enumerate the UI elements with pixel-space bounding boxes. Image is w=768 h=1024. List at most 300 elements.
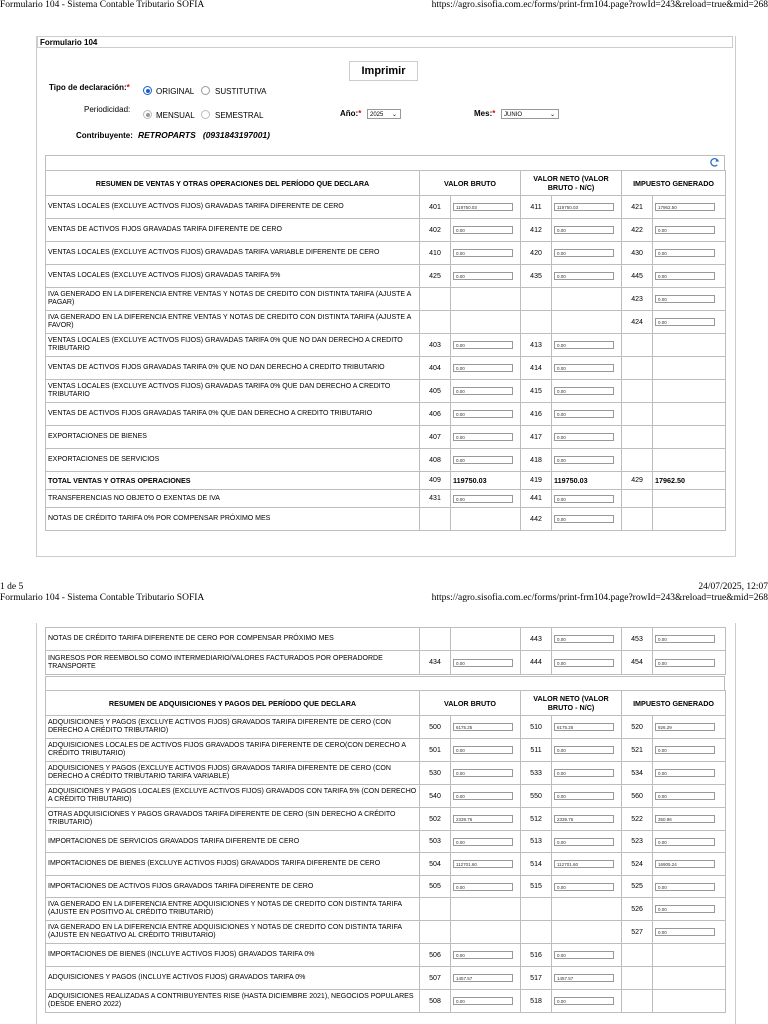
row-code: 453: [622, 628, 653, 651]
row-code: [420, 628, 451, 651]
row-code: 417: [521, 426, 552, 449]
table-row: [46, 990, 726, 1013]
row-value-cell: [552, 242, 622, 265]
value-input[interactable]: 0.00: [554, 769, 614, 777]
row-value-cell: [552, 288, 622, 311]
row-value-cell: [653, 265, 726, 288]
table-row: [46, 242, 726, 265]
row-description: VENTAS LOCALES (EXCLUYE ACTIVOS FIJOS) GRAVADAS TARIFA DIFERENTE DE CERO: [46, 196, 420, 219]
row-value-cell: [653, 490, 726, 508]
row-code: 526: [622, 898, 653, 921]
compras-table: [45, 690, 726, 1013]
ventas-header-bruto: VALOR BRUTO: [420, 171, 521, 196]
table-row: [46, 762, 726, 785]
chevron-down-icon: ⌄: [391, 112, 397, 118]
value-input[interactable]: 0.00: [453, 272, 513, 280]
row-code: 434: [420, 651, 451, 675]
row-description: VENTAS LOCALES (EXCLUYE ACTIVOS FIJOS) GRAVADAS TARIFA 5%: [46, 265, 420, 288]
radio-mensual-label: MENSUAL: [156, 111, 195, 120]
print-header-title: Formulario 104 - Sistema Contable Tributario SOFIA: [0, 593, 205, 603]
row-code: 454: [622, 651, 653, 675]
value-input[interactable]: 0.00: [554, 635, 614, 643]
row-code: 507: [420, 967, 451, 990]
row-code: 415: [521, 380, 552, 403]
value-input[interactable]: 0.00: [655, 635, 715, 643]
row-value-cell: [451, 831, 521, 853]
table-row: [46, 357, 726, 380]
row-value-cell: [653, 219, 726, 242]
row-code: 430: [622, 242, 653, 265]
value-input[interactable]: 0.00: [453, 951, 513, 959]
value-input[interactable]: 0.00: [453, 387, 513, 395]
row-code: 500: [420, 716, 451, 739]
value-input[interactable]: 0.00: [554, 456, 614, 464]
form-page-1: [36, 36, 736, 557]
row-value-cell: [552, 876, 622, 898]
compras-header-impuesto: IMPUESTO GENERADO: [622, 691, 726, 716]
row-value-cell: [653, 334, 726, 357]
value-input[interactable]: 0.00: [453, 249, 513, 257]
row-value-cell: [653, 628, 726, 651]
value-input[interactable]: 0.00: [655, 226, 715, 234]
value-input[interactable]: 0.00: [453, 769, 513, 777]
print-datetime: 24/07/2025, 12:07: [698, 582, 768, 592]
row-value-cell: [653, 403, 726, 426]
radio-original[interactable]: [143, 86, 152, 95]
row-code: 414: [521, 357, 552, 380]
row-code: 524: [622, 853, 653, 876]
row-value-cell: [653, 651, 726, 675]
row-value-cell: [653, 990, 726, 1013]
row-value-cell: [451, 508, 521, 531]
value-input[interactable]: 0.00: [453, 746, 513, 754]
mes-label: Mes:*: [474, 109, 496, 118]
row-value-cell: [653, 967, 726, 990]
value-input[interactable]: 2339.76: [453, 815, 513, 823]
value-input[interactable]: 1457.57: [453, 974, 513, 982]
radio-original-label: ORIGINAL: [156, 87, 195, 96]
row-description: ADQUISICIONES Y PAGOS (EXCLUYE ACTIVOS FIJOS) GRAVADOS TARIFA DIFERENTE DE CERO (CON DERECHO A CRÉDITO TRIBUTARIO TARIFA VARIABLE): [46, 762, 420, 785]
radio-semestral-label: SEMESTRAL: [215, 111, 264, 120]
row-value-cell: [552, 853, 622, 876]
row-value-cell: [653, 739, 726, 762]
row-code: 520: [622, 716, 653, 739]
value-input[interactable]: 0.00: [554, 515, 614, 523]
table-row: [46, 898, 726, 921]
row-code: 405: [420, 380, 451, 403]
row-value-cell: [552, 508, 622, 531]
row-code: 510: [521, 716, 552, 739]
row-description: TRANSFERENCIAS NO OBJETO O EXENTAS DE IVA: [46, 490, 420, 508]
row-value-cell: [451, 990, 521, 1013]
row-code: [622, 426, 653, 449]
row-value-cell: [552, 785, 622, 808]
row-code: 422: [622, 219, 653, 242]
row-value-cell: [552, 219, 622, 242]
row-total-value: 119750.03: [453, 476, 487, 485]
print-header-url: https://agro.sisofia.com.ec/forms/print-frm104.page?rowId=243&reload=true&mid=268: [431, 0, 768, 10]
row-value-cell: [653, 808, 726, 831]
value-input[interactable]: 0.00: [655, 769, 715, 777]
form-page-2: [36, 623, 736, 1024]
row-code: [622, 944, 653, 967]
value-input[interactable]: 0.00: [655, 928, 715, 936]
row-value-cell: [552, 808, 622, 831]
row-value-cell: [552, 311, 622, 334]
row-code: [622, 490, 653, 508]
row-description: IVA GENERADO EN LA DIFERENCIA ENTRE VENTAS Y NOTAS DE CREDITO CON DISTINTA TARIFA (AJUSTE A FAVOR): [46, 311, 420, 334]
row-value-cell: [451, 490, 521, 508]
value-input[interactable]: 0.00: [453, 226, 513, 234]
row-description: ADQUISICIONES LOCALES DE ACTIVOS FIJOS GRAVADOS TARIFA DIFERENTE DE CERO(CON DERECHO A CRÉDITO TRIBUTARIO): [46, 739, 420, 762]
value-input[interactable]: 0.00: [453, 659, 513, 667]
ventas-header-desc: RESUMEN DE VENTAS Y OTRAS OPERACIONES DEL PERÍODO QUE DECLARA: [46, 171, 420, 196]
row-description: ADQUISICIONES REALIZADAS A CONTRIBUYENTES RISE (HASTA DICIEMBRE 2021), NEGOCIOS POPULARES (DESDE ENERO 2022): [46, 990, 420, 1013]
mes-select[interactable]: JUNIO ⌄: [501, 109, 559, 119]
row-value-cell: [451, 628, 521, 651]
value-input[interactable]: 0.00: [554, 883, 614, 891]
value-input[interactable]: 0.00: [655, 838, 715, 846]
row-code: [622, 508, 653, 531]
table-row: [46, 739, 726, 762]
radio-sustitutiva-label: SUSTITUTIVA: [215, 87, 267, 96]
row-description: IVA GENERADO EN LA DIFERENCIA ENTRE ADQUISICIONES Y NOTAS DE CREDITO CON DISTINTA TARIFA (AJUSTE EN POSITIVO AL CRÉDITO TRIBUTARIO): [46, 898, 420, 921]
row-total-value: 17962.50: [655, 476, 686, 485]
row-value-cell: [552, 403, 622, 426]
value-input[interactable]: 926.29: [655, 723, 715, 731]
row-value-cell: [451, 449, 521, 472]
ventas-section: [45, 155, 725, 531]
row-value-cell: [653, 380, 726, 403]
value-input[interactable]: 0.00: [554, 387, 614, 395]
chevron-down-icon: ⌄: [549, 112, 555, 118]
row-value-cell: [552, 334, 622, 357]
row-value-cell: [451, 651, 521, 675]
row-code: 435: [521, 265, 552, 288]
row-code: 402: [420, 219, 451, 242]
print-header-title: Formulario 104 - Sistema Contable Tributario SOFIA: [0, 0, 205, 10]
value-input[interactable]: 6175.25: [554, 723, 614, 731]
value-input[interactable]: 0.00: [453, 883, 513, 891]
row-value-cell: [653, 426, 726, 449]
value-input[interactable]: 0.00: [554, 659, 614, 667]
row-value-cell: [653, 472, 726, 490]
row-value-cell: [552, 651, 622, 675]
ventas-header-impuesto: IMPUESTO GENERADO: [622, 171, 726, 196]
row-code: 441: [521, 490, 552, 508]
row-value-cell: [552, 380, 622, 403]
table-row: [46, 426, 726, 449]
value-input[interactable]: 0.00: [655, 905, 715, 913]
row-code: [622, 967, 653, 990]
value-input[interactable]: 0.00: [453, 838, 513, 846]
row-value-cell: [451, 426, 521, 449]
row-code: 540: [420, 785, 451, 808]
value-input[interactable]: 0.00: [655, 746, 715, 754]
row-description: IMPORTACIONES DE SERVICIOS GRAVADOS TARIFA DIFERENTE DE CERO: [46, 831, 420, 853]
row-value-cell: [451, 944, 521, 967]
row-code: 534: [622, 762, 653, 785]
value-input[interactable]: 0.00: [554, 792, 614, 800]
print-button[interactable]: Imprimir: [349, 61, 418, 81]
value-input[interactable]: 0.00: [655, 792, 715, 800]
row-description: IVA GENERADO EN LA DIFERENCIA ENTRE ADQUISICIONES Y NOTAS DE CREDITO CON DISTINTA TARIFA (AJUSTE EN NEGATIVO AL CRÉDITO TRIBUTARIO): [46, 921, 420, 944]
table-row: [46, 876, 726, 898]
row-code: 412: [521, 219, 552, 242]
value-input[interactable]: 0.00: [655, 883, 715, 891]
row-code: [622, 357, 653, 380]
row-value-cell: [653, 831, 726, 853]
row-code: [521, 898, 552, 921]
row-value-cell: [451, 196, 521, 219]
row-code: 514: [521, 853, 552, 876]
value-input[interactable]: 0.00: [554, 341, 614, 349]
table-row: [46, 219, 726, 242]
value-input[interactable]: 0.00: [655, 659, 715, 667]
table-row: [46, 944, 726, 967]
value-input[interactable]: 16905.24: [655, 860, 715, 868]
table-row: [46, 490, 726, 508]
value-input[interactable]: 2339.76: [554, 815, 614, 823]
row-value-cell: [552, 739, 622, 762]
row-code: 424: [622, 311, 653, 334]
row-code: [420, 288, 451, 311]
value-input[interactable]: 112701.60: [453, 860, 513, 868]
page-number: 1 de 5: [0, 582, 24, 592]
row-value-cell: [552, 762, 622, 785]
row-value-cell: [653, 898, 726, 921]
print-header: [0, 0, 768, 12]
row-code: 513: [521, 831, 552, 853]
row-description: VENTAS LOCALES (EXCLUYE ACTIVOS FIJOS) GRAVADAS TARIFA 0% QUE DAN DERECHO A CREDITO TRIBUTARIO: [46, 380, 420, 403]
row-value-cell: [451, 357, 521, 380]
ventas-table: [45, 170, 726, 531]
row-value-cell: [653, 288, 726, 311]
table-row: [46, 311, 726, 334]
contribuyente-value: RETROPARTS (0931843197001): [138, 130, 270, 140]
row-code: 523: [622, 831, 653, 853]
row-value-cell: [653, 196, 726, 219]
value-input[interactable]: 0.00: [453, 997, 513, 1005]
row-code: 416: [521, 403, 552, 426]
row-value-cell: [451, 380, 521, 403]
row-description: VENTAS LOCALES (EXCLUYE ACTIVOS FIJOS) GRAVADAS TARIFA VARIABLE DIFERENTE DE CERO: [46, 242, 420, 265]
row-description: EXPORTACIONES DE SERVICIOS: [46, 449, 420, 472]
row-description: ADQUISICIONES Y PAGOS (EXCLUYE ACTIVOS FIJOS) GRAVADOS TARIFA DIFERENTE DE CERO (CON DERECHO A CRÉDITO TRIBUTARIO): [46, 716, 420, 739]
row-description: IMPORTACIONES DE ACTIVOS FIJOS GRAVADOS TARIFA DIFERENTE DE CERO: [46, 876, 420, 898]
row-code: 442: [521, 508, 552, 531]
row-description: ADQUISICIONES Y PAGOS LOCALES (EXCLUYE ACTIVOS FIJOS) GRAVADOS CON TARIFA 5% (CON DERECHO A CRÉDITO TRIBUTARIO): [46, 785, 420, 808]
row-code: 418: [521, 449, 552, 472]
row-code: [420, 921, 451, 944]
value-input[interactable]: 0.00: [453, 495, 513, 503]
value-input[interactable]: 0.00: [554, 364, 614, 372]
row-value-cell: [451, 242, 521, 265]
table-row: [46, 380, 726, 403]
row-value-cell: [451, 403, 521, 426]
row-code: [521, 921, 552, 944]
row-code: 413: [521, 334, 552, 357]
value-input[interactable]: 0.00: [453, 341, 513, 349]
table-row: [46, 196, 726, 219]
row-value-cell: [451, 921, 521, 944]
value-input[interactable]: 0.00: [554, 249, 614, 257]
row-value-cell: [451, 853, 521, 876]
row-value-cell: [451, 334, 521, 357]
row-code: 411: [521, 196, 552, 219]
compras-header-bruto: VALOR BRUTO: [420, 691, 521, 716]
row-description: VENTAS DE ACTIVOS FIJOS GRAVADAS TARIFA 0% QUE DAN DERECHO A CREDITO TRIBUTARIO: [46, 403, 420, 426]
value-input[interactable]: 6175.25: [453, 723, 513, 731]
row-value-cell: [451, 876, 521, 898]
value-input[interactable]: 0.00: [655, 295, 715, 303]
value-input[interactable]: 0.00: [554, 951, 614, 959]
contribuyente-label: Contribuyente:: [76, 131, 133, 140]
row-code: [622, 334, 653, 357]
row-code: 518: [521, 990, 552, 1013]
row-code: 445: [622, 265, 653, 288]
row-code: 404: [420, 357, 451, 380]
refresh-icon[interactable]: [709, 157, 720, 168]
value-input[interactable]: 119750.03: [453, 203, 513, 211]
row-code: 419: [521, 472, 552, 490]
row-value-cell: [653, 944, 726, 967]
row-value-cell: [451, 472, 521, 490]
table-row: [46, 967, 726, 990]
row-code: 406: [420, 403, 451, 426]
row-description: OTRAS ADQUISICIONES Y PAGOS GRAVADOS TARIFA DIFERENTE DE CERO (SIN DERECHO A CRÉDITO TRIBUTARIO): [46, 808, 420, 831]
row-code: 409: [420, 472, 451, 490]
row-description: NOTAS DE CRÉDITO TARIFA 0% POR COMPENSAR PRÓXIMO MES: [46, 508, 420, 531]
row-value-cell: [653, 921, 726, 944]
row-code: [622, 403, 653, 426]
row-value-cell: [451, 716, 521, 739]
row-value-cell: [653, 785, 726, 808]
table-row: [46, 785, 726, 808]
row-code: 516: [521, 944, 552, 967]
value-input[interactable]: 0.00: [554, 746, 614, 754]
table-row: [46, 853, 726, 876]
value-input[interactable]: 0.00: [554, 997, 614, 1005]
row-description: TOTAL VENTAS Y OTRAS OPERACIONES: [46, 472, 420, 490]
table-row: [46, 334, 726, 357]
table-toolbar: [45, 155, 725, 170]
value-input[interactable]: 119750.03: [554, 203, 614, 211]
value-input[interactable]: 0.00: [453, 792, 513, 800]
table-row: [46, 403, 726, 426]
row-value-cell: [653, 449, 726, 472]
row-description: INGRESOS POR REEMBOLSO COMO INTERMEDIARIO/VALORES FACTURADOS POR OPERADORDE TRANSPORTE: [46, 651, 420, 675]
row-code: 521: [622, 739, 653, 762]
row-value-cell: [653, 357, 726, 380]
row-value-cell: [653, 242, 726, 265]
value-input[interactable]: 0.00: [554, 226, 614, 234]
row-code: [420, 898, 451, 921]
value-input[interactable]: 0.00: [453, 410, 513, 418]
table-row: [46, 628, 726, 651]
row-total-value: 119750.03: [554, 476, 588, 485]
row-code: [521, 288, 552, 311]
anio-select[interactable]: 2025 ⌄: [367, 109, 401, 119]
value-input[interactable]: 0.00: [655, 272, 715, 280]
row-code: [622, 380, 653, 403]
row-value-cell: [552, 449, 622, 472]
row-code: 410: [420, 242, 451, 265]
row-code: 444: [521, 651, 552, 675]
row-code: 420: [521, 242, 552, 265]
value-input[interactable]: 0.00: [453, 364, 513, 372]
value-input[interactable]: 112701.60: [554, 860, 614, 868]
value-input[interactable]: 0.00: [453, 433, 513, 441]
row-description: IMPORTACIONES DE BIENES (EXCLUYE ACTIVOS FIJOS) GRAVADOS TARIFA DIFERENTE DE CERO: [46, 853, 420, 876]
row-value-cell: [552, 628, 622, 651]
value-input[interactable]: 0.00: [655, 318, 715, 326]
row-value-cell: [653, 853, 726, 876]
row-value-cell: [451, 265, 521, 288]
table-row: [46, 716, 726, 739]
row-code: 515: [521, 876, 552, 898]
print-header-2: [0, 593, 768, 605]
row-value-cell: [552, 490, 622, 508]
value-input[interactable]: 0.00: [554, 410, 614, 418]
row-code: 504: [420, 853, 451, 876]
table-row: [46, 288, 726, 311]
row-code: [622, 449, 653, 472]
row-code: 525: [622, 876, 653, 898]
row-value-cell: [552, 265, 622, 288]
radio-sustitutiva[interactable]: [201, 86, 210, 95]
row-code: 530: [420, 762, 451, 785]
row-code: 522: [622, 808, 653, 831]
row-code: [420, 311, 451, 334]
ventas-continued-section: [45, 627, 725, 675]
row-code: 505: [420, 876, 451, 898]
table-row: [46, 808, 726, 831]
value-input[interactable]: 350.96: [655, 815, 715, 823]
row-value-cell: [552, 472, 622, 490]
row-code: 425: [420, 265, 451, 288]
row-code: 517: [521, 967, 552, 990]
row-value-cell: [653, 508, 726, 531]
value-input[interactable]: 0.00: [554, 433, 614, 441]
row-code: 403: [420, 334, 451, 357]
row-code: 429: [622, 472, 653, 490]
value-input[interactable]: 0.00: [453, 456, 513, 464]
row-description: VENTAS DE ACTIVOS FIJOS GRAVADAS TARIFA 0% QUE NO DAN DERECHO A CREDITO TRIBUTARIO: [46, 357, 420, 380]
value-input[interactable]: 0.00: [554, 272, 614, 280]
table-row: [46, 265, 726, 288]
row-code: 511: [521, 739, 552, 762]
value-input[interactable]: 0.00: [554, 495, 614, 503]
row-value-cell: [451, 739, 521, 762]
row-description: IVA GENERADO EN LA DIFERENCIA ENTRE VENTAS Y NOTAS DE CREDITO CON DISTINTA TARIFA (AJUSTE A PAGAR): [46, 288, 420, 311]
radio-semestral[interactable]: [201, 110, 210, 119]
row-value-cell: [552, 898, 622, 921]
row-code: 407: [420, 426, 451, 449]
value-input[interactable]: 1457.57: [554, 974, 614, 982]
value-input[interactable]: 0.00: [655, 249, 715, 257]
row-value-cell: [552, 967, 622, 990]
row-description: EXPORTACIONES DE BIENES: [46, 426, 420, 449]
row-code: 550: [521, 785, 552, 808]
radio-mensual[interactable]: [143, 110, 152, 119]
value-input[interactable]: 17962.50: [655, 203, 715, 211]
table-row: [46, 449, 726, 472]
row-value-cell: [451, 785, 521, 808]
table-row: [46, 831, 726, 853]
value-input[interactable]: 0.00: [554, 838, 614, 846]
row-description: VENTAS DE ACTIVOS FIJOS GRAVADAS TARIFA DIFERENTE DE CERO: [46, 219, 420, 242]
